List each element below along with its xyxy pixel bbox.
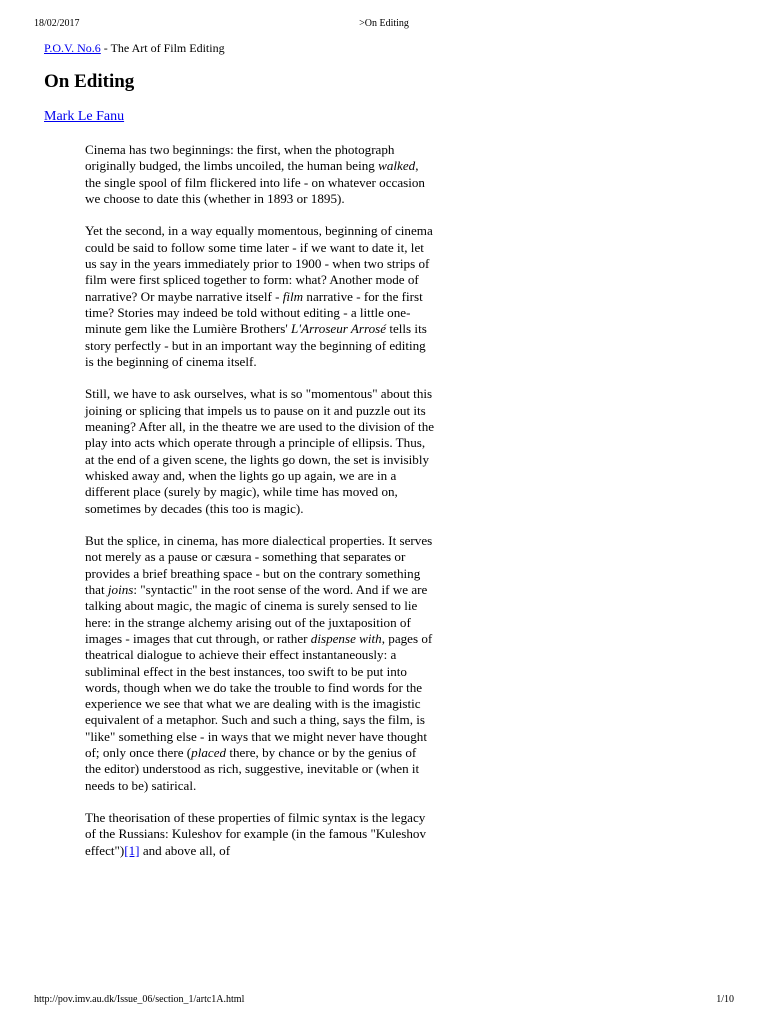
journal-issue-link[interactable]: P.O.V. No.6	[44, 41, 101, 55]
print-footer	[34, 993, 734, 1007]
page-title: On Editing	[44, 71, 135, 92]
page-number: 1/10	[716, 994, 734, 1005]
paragraph-5: The theorisation of these properties of filmic syntax is the legacy of the Russians: Kuleshov for example (in the famous "Kuleshov effect")[1] and above all, of	[85, 810, 426, 858]
paragraph-2: Yet the second, in a way equally momentous, beginning of cinema could be said to follow some time later - if we want to date it, let us say in the years immediately prior to 1900 - when two strips of film were first spliced together to form: what? Another mode of narrative? Or maybe narrative itself - film narrative - for the first time? Stories may indeed be told without editing - a little one-minute gem like the Lumière Brothers' L'Arroseur Arrosé tells its story perfectly - but in an important way the beginning of editing is the beginning of cinema itself.	[85, 223, 433, 369]
footnote-ref-1[interactable]: [1]	[124, 842, 140, 858]
paragraph-4: But the splice, in cinema, has more dialectical properties. It serves not merely as a pause or cæsura - something that separates or provides a brief breathing space - but on the contrary something that joins: "syntactic" in the root sense of the word. And if we are talking about magic, the magic of cinema is surely sensed to lie here: in the strange alchemy arising out of the juxtaposition of images - images that cut through, or rather dispense with, pages of theatrical dialogue to achieve their effect instantaneously: a subliminal effect in the best instances, too swift to be put into words, though when we do take the trouble to find words for the experience we see that what we are dealing with is the imagistic equivalent of a metaphor. Such and such a thing, says the film, is "like" something else - in ways that we might never have thought of; only once there (placed there, by chance or by the genius of the editor) understood as rich, suggestive, inevitable or (when it needs to be) satirical.	[85, 533, 433, 793]
paragraph-3: Still, we have to ask ourselves, what is so "momentous" about this joining or splicing that impels us to pause on it and puzzle out its meaning? After all, in the theatre we are used to the division of the play into acts which operate through a principle of ellipsis. Thus, at the end of a given scene, the lights go down, the set is invisibly whisked away and, when the lights go up again, we are in a different place (surely by magic), while time has moved on, sometimes by decades (this too is magic).	[85, 386, 435, 516]
print-title: >On Editing	[359, 18, 409, 29]
print-header	[34, 17, 734, 31]
paragraph-1: Cinema has two beginnings: the first, when the photograph originally budged, the limbs uncoiled, the human being walked, the single spool of film flickered into life - on whatever occasion we choose to date this (whether in 1893 or 1895).	[85, 142, 425, 206]
author-link[interactable]: Mark Le Fanu	[44, 109, 125, 124]
author-byline	[44, 108, 124, 126]
page-url: http://pov.imv.au.dk/Issue_06/section_1/artc1A.html	[34, 994, 245, 1005]
print-date: 18/02/2017	[34, 18, 80, 29]
breadcrumb	[44, 40, 225, 56]
breadcrumb-rest: - The Art of Film Editing	[100, 41, 225, 55]
article-body	[85, 142, 435, 875]
